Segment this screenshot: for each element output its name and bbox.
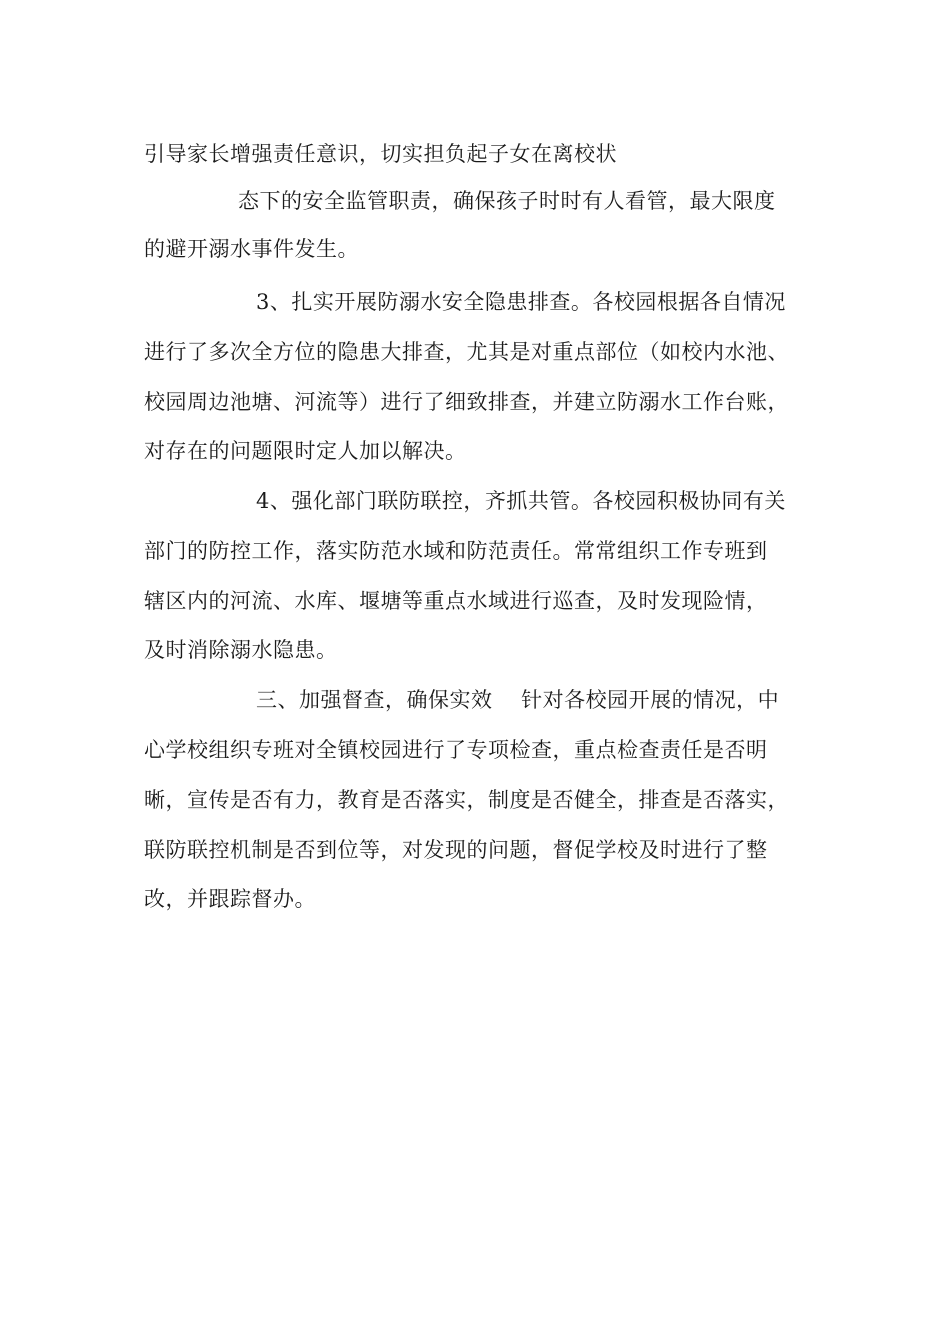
- paragraph-line: 进行了多次全方位的隐患大排查，尤其是对重点部位（如校内水池、: [144, 340, 789, 364]
- paragraph-line: 三、加强督查，确保实效 针对各校园开展的情况，中: [256, 688, 780, 712]
- paragraph-line: 改，并跟踪督办。: [144, 887, 316, 911]
- paragraph-line: 引导家长增强责任意识，切实担负起子女在离校状: [144, 142, 617, 166]
- paragraph-line: 4、强化部门联防联控，齐抓共管。各校园积极协同有关: [256, 489, 786, 513]
- paragraph-line: 的避开溺水事件发生。: [144, 237, 359, 261]
- paragraph-line: 态下的安全监管职责，确保孩子时时有人看管，最大限度: [238, 189, 776, 213]
- paragraph-line: 部门的防控工作，落实防范水域和防范责任。常常组织工作专班到: [144, 539, 768, 563]
- paragraph-line: 联防联控机制是否到位等，对发现的问题，督促学校及时进行了整: [144, 838, 768, 862]
- paragraph-line: 校园周边池塘、河流等）进行了细致排查，并建立防溺水工作台账，: [144, 390, 789, 414]
- paragraph-line: 3、扎实开展防溺水安全隐患排查。各校园根据各自情况: [256, 290, 786, 314]
- paragraph-line: 心学校组织专班对全镇校园进行了专项检查，重点检查责任是否明: [144, 738, 768, 762]
- paragraph-line: 晰，宣传是否有力，教育是否落实，制度是否健全，排查是否落实，: [144, 788, 789, 812]
- paragraph-line: 对存在的问题限时定人加以解决。: [144, 439, 467, 463]
- paragraph-line: 辖区内的河流、水库、堰塘等重点水域进行巡查，及时发现险情，: [144, 589, 768, 613]
- paragraph-line: 及时消除溺水隐患。: [144, 638, 338, 662]
